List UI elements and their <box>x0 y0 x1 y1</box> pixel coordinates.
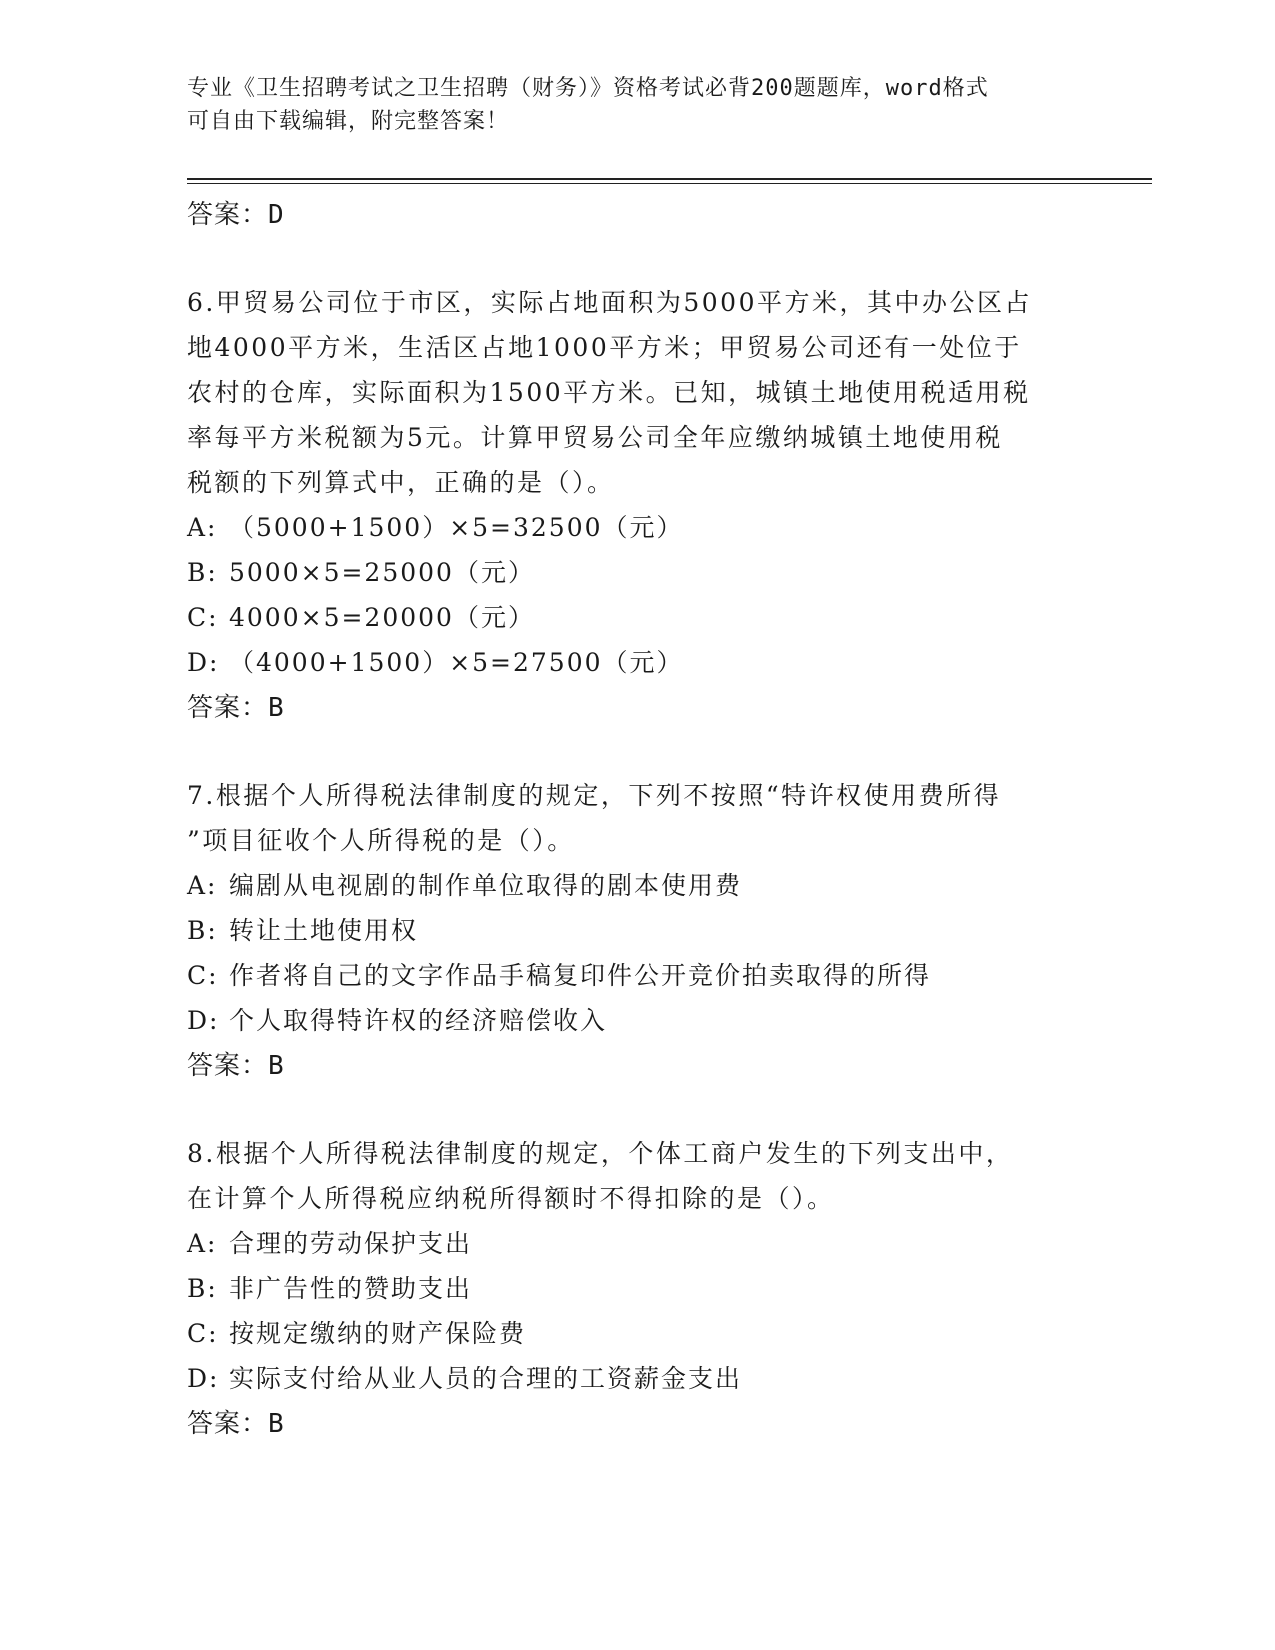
option-text: 转让土地使用权 <box>229 916 419 945</box>
option-letter: D: <box>187 648 220 677</box>
option-text: 实际支付给从业人员的合理的工资薪金支出 <box>229 1364 743 1393</box>
option-text: 非广告性的赞助支出 <box>229 1274 473 1303</box>
option-text: 编剧从电视剧的制作单位取得的剧本使用费 <box>229 871 743 900</box>
question-list <box>187 280 1087 1489</box>
option-letter: A: <box>187 871 218 900</box>
header-divider <box>187 178 1152 184</box>
option-a <box>187 1221 1087 1266</box>
option-text: 合理的劳动保护支出 <box>229 1229 473 1258</box>
answer-line: 答案：B <box>187 1051 285 1081</box>
option-letter: C: <box>187 961 219 990</box>
option-text: 作者将自己的文字作品手稿复印件公开竞价拍卖取得的所得 <box>229 961 932 990</box>
question-item <box>187 773 1087 1089</box>
option-text: 按规定缴纳的财产保险费 <box>229 1319 527 1348</box>
answer-line: 答案：D <box>187 200 285 230</box>
option-letter: C: <box>187 1319 219 1348</box>
option-text: 个人取得特许权的经济赔偿收入 <box>229 1006 608 1035</box>
option-text: （4000+1500）×5=27500（元） <box>229 648 684 677</box>
option-letter: D: <box>187 1364 220 1393</box>
option-c <box>187 595 1087 640</box>
option-text: 5000×5=25000（元） <box>229 558 535 587</box>
option-letter: B: <box>187 916 218 945</box>
option-letter: B: <box>187 558 218 587</box>
option-text: 4000×5=20000（元） <box>229 603 535 632</box>
option-text: （5000+1500）×5=32500（元） <box>229 513 684 542</box>
option-b <box>187 908 1087 953</box>
answer-line: 答案：B <box>187 1409 285 1439</box>
option-letter: A: <box>187 1229 218 1258</box>
option-d <box>187 640 1087 685</box>
option-d <box>187 1356 1087 1401</box>
option-d <box>187 998 1087 1043</box>
question-stem: 8.根据个人所得税法律制度的规定，个体工商户发生的下列支出中， 在计算个人所得税应纳税所得额时不得扣除的是（）。 <box>187 1139 1014 1213</box>
option-c <box>187 953 1087 998</box>
option-letter: A: <box>187 513 218 542</box>
answer-line: 答案：B <box>187 693 285 723</box>
option-letter: B: <box>187 1274 218 1303</box>
option-c <box>187 1311 1087 1356</box>
question-stem: 6.甲贸易公司位于市区，实际占地面积为5000平方米，其中办公区占 地4000平方米，生活区占地1000平方米；甲贸易公司还有一处位于 农村的仓库，实际面积为1500平方米。已知，城镇土地使用税适用税 率每平方米税额为5元。计算甲贸易公司全年应缴纳城镇土地使用税 税额的下列算式中，正确的是（）。 <box>187 288 1032 497</box>
question-item <box>187 1131 1087 1447</box>
option-letter: C: <box>187 603 219 632</box>
header-title-line-1: 专业《卫生招聘考试之卫生招聘（财务）》资格考试必背200题题库，word格式 <box>187 76 989 101</box>
option-letter: D: <box>187 1006 220 1035</box>
option-a <box>187 505 1087 550</box>
option-b <box>187 1266 1087 1311</box>
question-stem: 7.根据个人所得税法律制度的规定，下列不按照“特许权使用费所得 ”项目征收个人所得税的是（）。 <box>187 781 1002 855</box>
header-title-line-2: 可自由下载编辑，附完整答案！ <box>187 109 510 134</box>
option-a <box>187 863 1087 908</box>
option-b <box>187 550 1087 595</box>
document-header <box>187 72 1087 138</box>
question-item <box>187 280 1087 731</box>
